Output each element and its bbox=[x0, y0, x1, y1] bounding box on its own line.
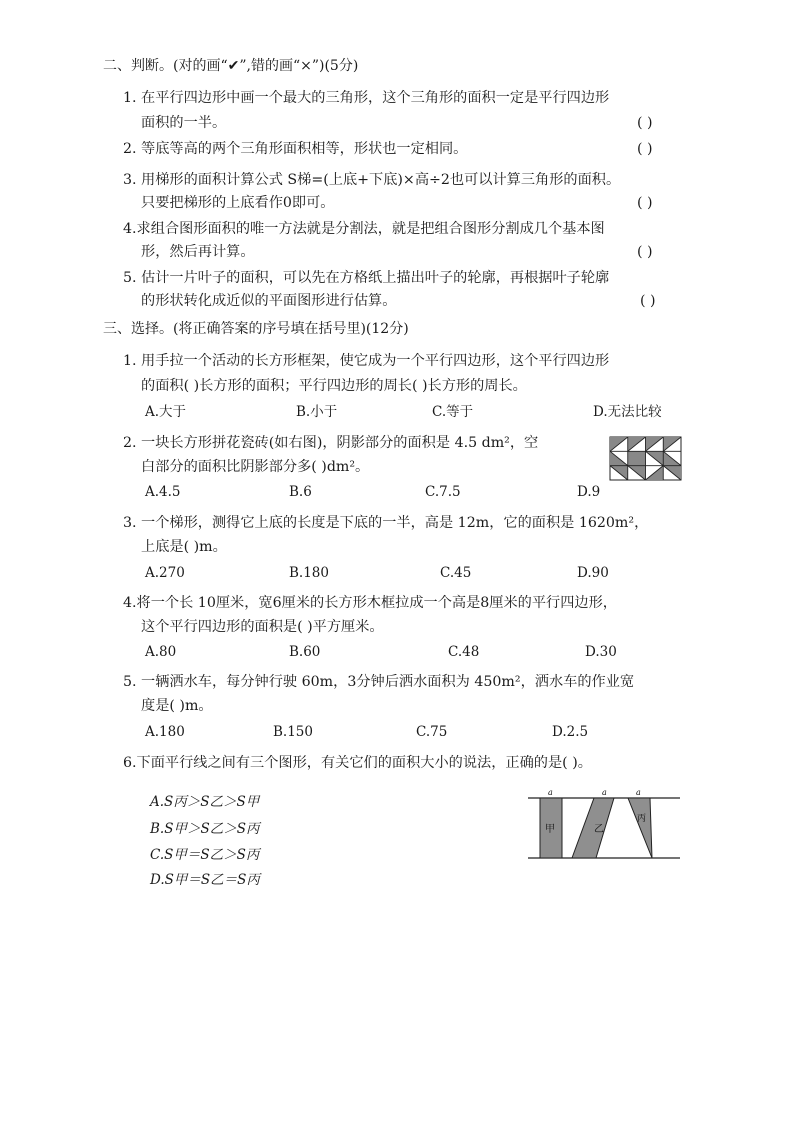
judge-2-line1: 2. 等底等高的两个三角形面积相等，形状也一定相同。 bbox=[123, 141, 468, 157]
choice-5-option-b[interactable]: B.150 bbox=[273, 724, 313, 740]
figure-mark-a-2: a bbox=[602, 788, 607, 797]
choice-4-line2: 这个平行四边形的面积是( )平方厘米。 bbox=[141, 619, 384, 635]
choice-4-option-d[interactable]: D.30 bbox=[585, 644, 617, 660]
figure-mark-a-1: a bbox=[548, 788, 553, 797]
choice-1-option-c[interactable]: C.等于 bbox=[432, 404, 474, 420]
figure-mark-a-3: a bbox=[636, 788, 641, 797]
choice-4-option-c[interactable]: C.48 bbox=[448, 644, 480, 660]
choice-6-option-d[interactable]: D.S甲＝S乙＝S丙 bbox=[150, 872, 260, 888]
choice-5-line2: 度是( )m。 bbox=[141, 698, 213, 714]
choice-3-option-d[interactable]: D.90 bbox=[577, 565, 609, 581]
choice-1-line2: 的面积( )长方形的面积；平行四边形的周长( )长方形的周长。 bbox=[141, 378, 527, 394]
judge-1-line1: 1. 在平行四边形中画一个最大的三角形，这个三角形的面积一定是平行四边形 bbox=[123, 90, 610, 106]
judge-4-answer-bracket[interactable]: ( ) bbox=[637, 244, 653, 260]
choice-5-line1: 5. 一辆洒水车，每分钟行驶 60m，3分钟后洒水面积为 450m²，洒水车的作业宽 bbox=[123, 674, 635, 690]
judge-4-line2: 形，然后再计算。 bbox=[141, 244, 255, 260]
choice-6-line1: 6.下面平行线之间有三个图形，有关它们的面积大小的说法，正确的是( )。 bbox=[123, 755, 592, 771]
choice-2-option-a[interactable]: A.4.5 bbox=[145, 484, 181, 500]
judge-5-line2: 的形状转化成近似的平面图形进行估算。 bbox=[141, 293, 397, 309]
parallel-lines-figure bbox=[528, 788, 680, 862]
choice-1-line1: 1. 用手拉一个活动的长方形框架，使它成为一个平行四边形，这个平行四边形 bbox=[123, 353, 610, 369]
choice-4-option-b[interactable]: B.60 bbox=[289, 644, 321, 660]
figure-label-yi: 乙 bbox=[594, 824, 604, 835]
section2-title: 二、判断。(对的画“✔”,错的画“×”)(5分) bbox=[103, 58, 359, 74]
choice-6-option-a[interactable]: A.S丙＞S乙＞S甲 bbox=[150, 794, 260, 810]
choice-3-line1: 3. 一个梯形，测得它上底的长度是下底的一半，高是 12m，它的面积是 1620m²， bbox=[123, 515, 649, 531]
choice-6-option-b[interactable]: B.S甲＞S乙＞S丙 bbox=[150, 821, 260, 837]
choice-1-option-b[interactable]: B.小于 bbox=[296, 404, 338, 420]
choice-2-option-d[interactable]: D.9 bbox=[577, 484, 601, 500]
section3-title: 三、选择。(将正确答案的序号填在括号里)(12分) bbox=[103, 321, 409, 337]
judge-5-answer-bracket[interactable]: ( ) bbox=[640, 293, 656, 309]
judge-3-answer-bracket[interactable]: ( ) bbox=[637, 195, 653, 211]
figure-label-bing: 丙 bbox=[637, 814, 647, 824]
judge-3-line1: 3. 用梯形的面积计算公式 S梯=(上底+下底)×高÷2也可以计算三角形的面积。 bbox=[123, 172, 621, 188]
choice-4-line1: 4.将一个长 10厘米，宽6厘米的长方形木框拉成一个高是8厘米的平行四边形， bbox=[123, 595, 617, 611]
judge-5-line1: 5. 估计一片叶子的面积，可以先在方格纸上描出叶子的轮廓，再根据叶子轮廓 bbox=[123, 270, 610, 286]
choice-3-line2: 上底是( )m。 bbox=[141, 539, 227, 555]
choice-2-line2: 白部分的面积比阴影部分多( )dm²。 bbox=[141, 459, 370, 475]
choice-1-option-a[interactable]: A.大于 bbox=[145, 404, 187, 420]
judge-1-line2: 面积的一半。 bbox=[141, 115, 227, 131]
choice-5-option-a[interactable]: A.180 bbox=[145, 724, 185, 740]
choice-5-option-d[interactable]: D.2.5 bbox=[552, 724, 589, 740]
choice-2-line1: 2. 一块长方形拼花瓷砖(如右图)，阴影部分的面积是 4.5 dm²，空 bbox=[123, 435, 539, 451]
choice-2-option-c[interactable]: C.7.5 bbox=[425, 484, 461, 500]
choice-2-option-b[interactable]: B.6 bbox=[289, 484, 312, 500]
judge-2-answer-bracket[interactable]: ( ) bbox=[637, 141, 653, 157]
tile-figure bbox=[610, 437, 681, 480]
judge-4-line1: 4.求组合图形面积的唯一方法就是分割法，就是把组合图形分割成几个基本图 bbox=[123, 221, 605, 237]
choice-3-option-a[interactable]: A.270 bbox=[145, 565, 185, 581]
choice-3-option-c[interactable]: C.45 bbox=[440, 565, 472, 581]
choice-1-option-d[interactable]: D.无法比较 bbox=[593, 404, 662, 420]
choice-6-option-c[interactable]: C.S甲＝S乙＞S丙 bbox=[150, 847, 260, 863]
choice-3-option-b[interactable]: B.180 bbox=[289, 565, 329, 581]
judge-1-answer-bracket[interactable]: ( ) bbox=[637, 115, 653, 131]
judge-3-line2: 只要把梯形的上底看作0即可。 bbox=[141, 195, 335, 211]
choice-4-option-a[interactable]: A.80 bbox=[145, 644, 177, 660]
figure-label-jia: 甲 bbox=[545, 824, 555, 835]
choice-5-option-c[interactable]: C.75 bbox=[416, 724, 448, 740]
